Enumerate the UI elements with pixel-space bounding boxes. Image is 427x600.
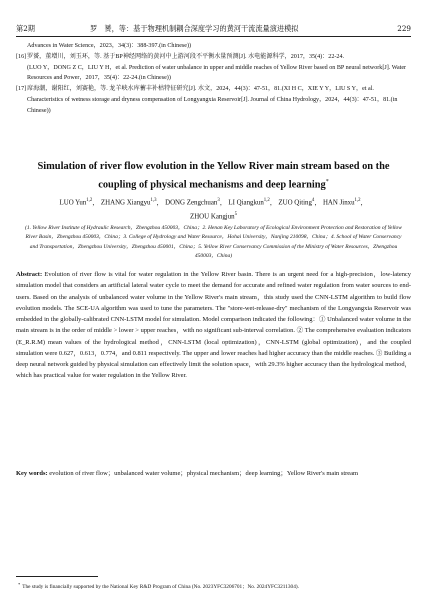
keywords-label: Key words: — [16, 470, 48, 477]
abstract — [16, 269, 411, 382]
keywords-text: evolution of river flow；unbalanced water volume；physical mechanism；deep learning；Yellow River's main stream — [49, 470, 358, 477]
footnote-text: The study is financially supported by the National Key R&D Program of China (No. 2023YFC3206701；No. 2024YFC3211304). — [22, 584, 299, 590]
reference-list — [16, 41, 411, 117]
reference-item — [16, 52, 411, 63]
author-name: ZHOU Kangjun — [190, 213, 235, 221]
author-name: ZUO Qiting — [278, 199, 312, 207]
funding-footnote — [18, 581, 411, 591]
running-title: 罗 赟，等：基于物理机制耦合深度学习的黄河干流流量演进模拟 — [90, 24, 299, 33]
page-number: 229 — [397, 24, 411, 33]
reference-text: (LUO Y，DONG Z C，LIU Y H，et al. Prediction of water unbalance in upper and middle reaches of Yellow River based on BP neural network[J]. Water Resources and Power，2017，35(4)：22-24.(in Chinese)) — [27, 64, 407, 82]
reference-text: 罗赟，董增川，刘玉环，等. 基于BP神经网络的黄河中上游河段不平衡水量预测[J]. 水电能源科学，2017，35(4)：22-24. — [27, 53, 345, 60]
reference-item — [16, 63, 411, 85]
reference-item — [16, 84, 411, 116]
author-affiliation: 5 — [234, 211, 237, 217]
author-affiliation: 1,2 — [263, 198, 270, 203]
reference-text: Advances in Water Science，2023，34(3)：388-397.(in Chinese)) — [27, 43, 192, 49]
reference-item — [16, 41, 411, 52]
author-name: HAN Jinxu — [322, 199, 355, 207]
issue-label: 第2期 — [16, 24, 35, 33]
keywords — [16, 468, 411, 479]
reference-text: 席海潮，谢阳红，刘赛艳，等. 龙羊峡水库蓄丰补枯特征研究[J]. 水文，2024，44(3)：47-51，81.(XI H C，XIE Y Y，LIU S Y，et al. Characteristics of wetness storage and dryness compensation of Longyangxia Reservoir[J]. Journal of China Hydrology，2024，44(3)：47-51，81.(in Chinese)) — [27, 86, 398, 114]
author-affiliation: 4 — [311, 198, 315, 203]
reference-number: [16] — [16, 53, 27, 60]
paper-title-text: Simulation of river flow evolution in the Yellow River main stream based on the coupling of physical mechanisms and deep learning — [37, 161, 390, 190]
paper-title — [30, 159, 397, 192]
affiliations: (1. Yellow River Institute of Hydraulic Research，Zhengzhou 450003，China；2. Henan Key Laboratory of Ecological Environment Protection and Restoration of Yellow River Basin，Zhengzhou 450003，China；3. College of Hydrology and Water Resource，Hohai University，Nanjing 210098，China；4. School of Water Conservancy and Transportation，Zhengzhou University，Zhengzhou 450001，China；5. Yellow River Conservancy Commission of the Ministry of Water Resources，Zhengzhou 450003，China) — [25, 225, 402, 260]
running-header — [16, 22, 411, 37]
author-name: ZHANG Xiangyu — [100, 199, 151, 207]
author-name: DONG Zengchuan — [165, 199, 218, 207]
author-name: LI Qiangkun — [228, 199, 264, 207]
abstract-text: Evolution of river flow is vital for water regulation in the Yellow River basin. There is an urgent need for a high-precision，low-latency simulation model that considers an artificial lateral water cycle to meet the demand for accurate and refined water regulation from water sources to end-users. Based on the analysis of unbalanced water volume in the Yellow River's main stream，this study used the CNN-LSTM algorithm to build flow evolution models. The SCE-UA algorithm was used to tune the parameters. The "store-wet-release-dry" mechanism of the Longyangxia Reservoir was embedded in the globally-calibrated CNN-LSTM model for simulation. Model comparison indicated the following：① Unbalanced water volume in the main stream is in the order of middle > lower > upper reaches，with no significant sub-interval correlation. ② The comprehensive evaluation indicators (E_R.R.M) mean values of the hydrological method，CNN-LSTM (local optimization)，CNN-LSTM (global optimization)，and the coupled simulation were 0.627，0.613，0.774，and 0.811 respectively. The upper and lower reaches had higher accuracy than the middle reaches. ③ Building a deep neural network guided by physical simulation can effectively limit the solution space，with 29.3% higher accuracy than the hydrological method，which has practical value for water regulation in the Yellow River. — [16, 271, 412, 380]
title-footnote-mark: * — [325, 178, 329, 185]
footnote-divider — [16, 576, 98, 577]
author-affiliation: 1,2 — [86, 198, 93, 203]
author-list: LUO Yun$^{1,2}$， ZHANG Xiangyu$^{1,3}$， DONG Zengchuan$^3$， LI Qiangkun$^{1,2}$， ZUO Qiting$^4$， HAN Jinxu$^{1,2}$， ZHOU Kangjun$^5$ — [59, 198, 368, 221]
author-affiliation: 1,3 — [150, 198, 157, 203]
abstract-label: Abstract: — [16, 271, 43, 278]
author-affiliation: 1,2 — [354, 198, 361, 203]
reference-number: [17] — [16, 86, 27, 93]
author-name: LUO Yun — [59, 199, 87, 207]
author-affiliation: 3 — [217, 198, 220, 203]
footnote-mark: * — [18, 582, 21, 587]
